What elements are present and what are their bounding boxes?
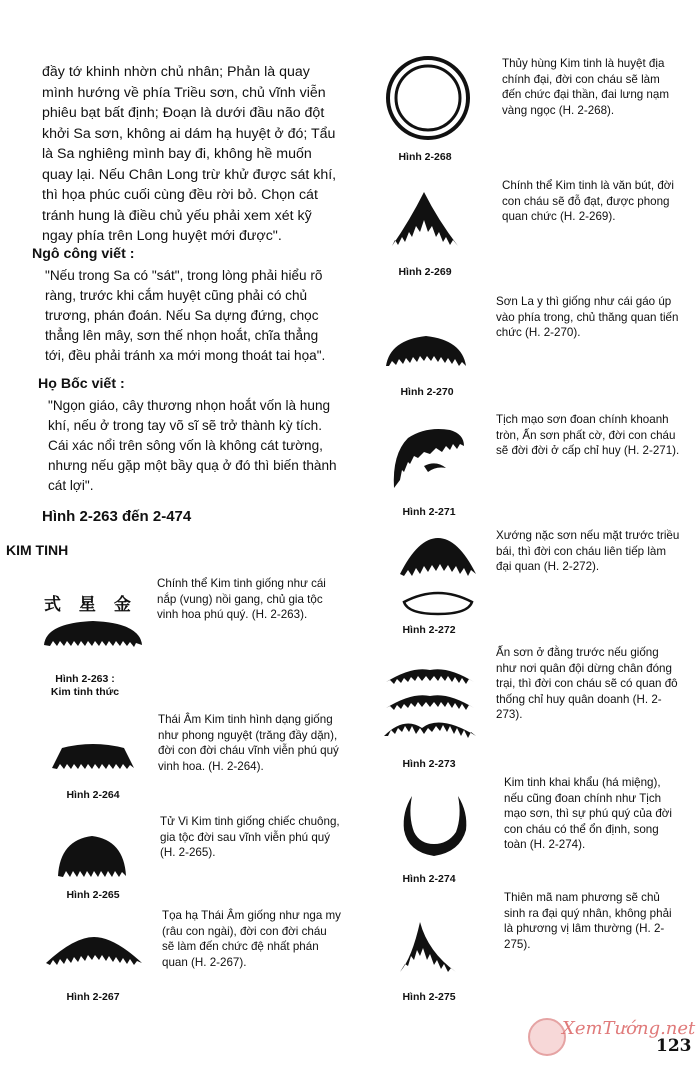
- figure-2-269-description: Chính thể Kim tinh là văn bút, đời con cháu sẽ đỗ đạt, được phong quan chức (H. 2-269).: [502, 179, 674, 224]
- figure-2-268-shape: [384, 54, 474, 144]
- figure-2-269-caption: Hình 2-269: [398, 266, 452, 278]
- watermark-logo: XemTướng.net: [562, 1018, 696, 1039]
- figure-2-271-shape: [388, 424, 468, 494]
- figure-2-273-description: Ấn sơn ở đằng trước nếu giống như nơi quân đội dừng chân đóng trại, thì đời con cháu sẽ có quan đô thống chỉ huy quân doanh (H. 2-273).: [496, 646, 678, 722]
- figure-2-265-description: Tử Vi Kim tinh giống chiếc chuông, gia tộc đời sau vĩnh viễn phú quý (H. 2-265).: [160, 815, 340, 860]
- figure-2-264-description: Thái Âm Kim tinh hình dạng giống như phong nguyệt (trăng đầy dặn), đời con đời cháu vĩnh viễn phú quý vinh hoa. (H. 2-264).: [158, 713, 339, 773]
- figure-2-263-description: Chính thể Kim tinh giống như cái nắp (vung) nồi gang, chủ gia tộc vinh hoa phú quý. (H. 2-263).: [157, 577, 326, 622]
- figure-2-270-shape: [384, 332, 468, 370]
- figure-2-265-caption: Hình 2-265: [66, 889, 120, 901]
- figure-2-264-caption: Hình 2-264: [66, 789, 120, 801]
- figure-2-274-shape: [398, 792, 472, 862]
- figure-2-268-description: Thủy hùng Kim tinh là huyệt địa chính đại, đời con cháu sẽ làm đến chức đại thần, đai lưng nạm vàng ngọc (H. 2-268).: [502, 57, 669, 117]
- figure-2-275-caption: Hình 2-275: [402, 991, 456, 1003]
- figure-2-267-shape: [44, 935, 144, 967]
- ngo-cong-heading: Ngô công viết :: [32, 246, 135, 262]
- ho-boc-quote: "Ngọn giáo, cây thương nhọn hoắt vốn là hung khí, nếu ở trong tay võ sĩ sẽ trở thành kỳ tích. Cái xác nổi trên sông vốn là không cát tường, nhưng nếu gặp một bầy quạ ở đó thì biến thành cát lợi".: [48, 398, 337, 493]
- figure-2-267-description: Tọa hạ Thái Âm giống như nga my (râu con ngài), đời con đời cháu sẽ làm đến chức đệ nhất phán quan (H. 2-267).: [162, 909, 341, 969]
- figure-2-264-shape: [48, 738, 138, 772]
- figure-2-272-caption: Hình 2-272: [402, 624, 456, 636]
- figure-2-270-description: Sơn La y thì giống như cái gáo úp vào phía trong, chủ thăng quan tiến chức (H. 2-270).: [496, 295, 679, 340]
- figure-2-263-shape: [38, 613, 148, 653]
- yin-yang-icon: [528, 1018, 566, 1056]
- figure-2-263-caption: Hình 2-263 :: [55, 673, 115, 685]
- figure-2-269-shape: [390, 190, 460, 250]
- figure-2-263-subcaption: Kim tinh thức: [50, 686, 120, 698]
- section-title: KIM TINH: [6, 542, 69, 558]
- intro-paragraph: đầy tớ khinh nhờn chủ nhân; Phản là quay mình hướng về phía Triều sơn, chủ vĩnh viễn phiêu bạt bất định; Đoạn là dưới đầu não đột khởi Sa sơn, không ai dám hạ huyệt ở đó; Tẩu là Sa nghiêng mình bay đi, không hề muốn quay lại. Nếu Chân Long trừ khử được sát khí, thì họa phúc cuối cùng đều rời bỏ. Chọn cát tránh hung là điều chủ yếu phải xem xét kỹ ngay phía trên Long huyệt mới được".: [42, 64, 337, 244]
- figure-2-270-caption: Hình 2-270: [400, 386, 454, 398]
- figure-2-265-shape: [54, 832, 130, 882]
- figure-2-275-shape: [398, 918, 458, 976]
- figure-2-268-caption: Hình 2-268: [398, 151, 452, 163]
- figure-2-274-caption: Hình 2-274: [402, 873, 456, 885]
- figure-2-272-description: Xướng nặc sơn nếu mặt trước triều bái, thì đời con cháu liên tiếp làm đại quan (H. 2-272).: [496, 529, 680, 574]
- figure-2-272-shape: [398, 534, 478, 624]
- kim-tinh-seal-chars: 式 星 金: [44, 595, 137, 615]
- ngo-cong-quote: "Nếu trong Sa có "sát", trong lòng phải hiểu rõ ràng, trước khi cắm huyệt cũng phải có chủ trương, phán đoán. Nếu Sa dựng đứng, chọc thẳng lên mây, sơn thế nhọn hoắt, chĩa thẳng tới, đều phải tránh xa mới mong thoát tai họa".: [45, 268, 326, 363]
- figure-2-271-description: Tịch mạo sơn đoan chính khoanh tròn, Ấn sơn phất cờ, đời con cháu sẽ đời đời ở cấp chỉ huy (H. 2-271).: [496, 413, 680, 458]
- page-number: 123: [656, 1036, 692, 1056]
- figures-heading: Hình 2-263 đến 2-474: [42, 508, 192, 525]
- ho-boc-heading: Họ Bốc viết :: [38, 376, 125, 392]
- figure-2-275-description: Thiên mã nam phương sẽ chủ sinh ra đại quý nhân, không phải là phương vị lâm thường (H. 2-275).: [504, 891, 672, 951]
- figure-2-273-caption: Hình 2-273: [402, 758, 456, 770]
- figure-2-273-shape: [382, 662, 478, 746]
- figure-2-267-caption: Hình 2-267: [66, 991, 120, 1003]
- figure-2-271-caption: Hình 2-271: [402, 506, 456, 518]
- figure-2-274-description: Kim tinh khai khẩu (há miệng), nếu cũng đoan chính như Tịch mạo sơn, thì sự phú quý của đời con cháu có thể ổn định, song toàn (H. 2-274).: [504, 776, 672, 852]
